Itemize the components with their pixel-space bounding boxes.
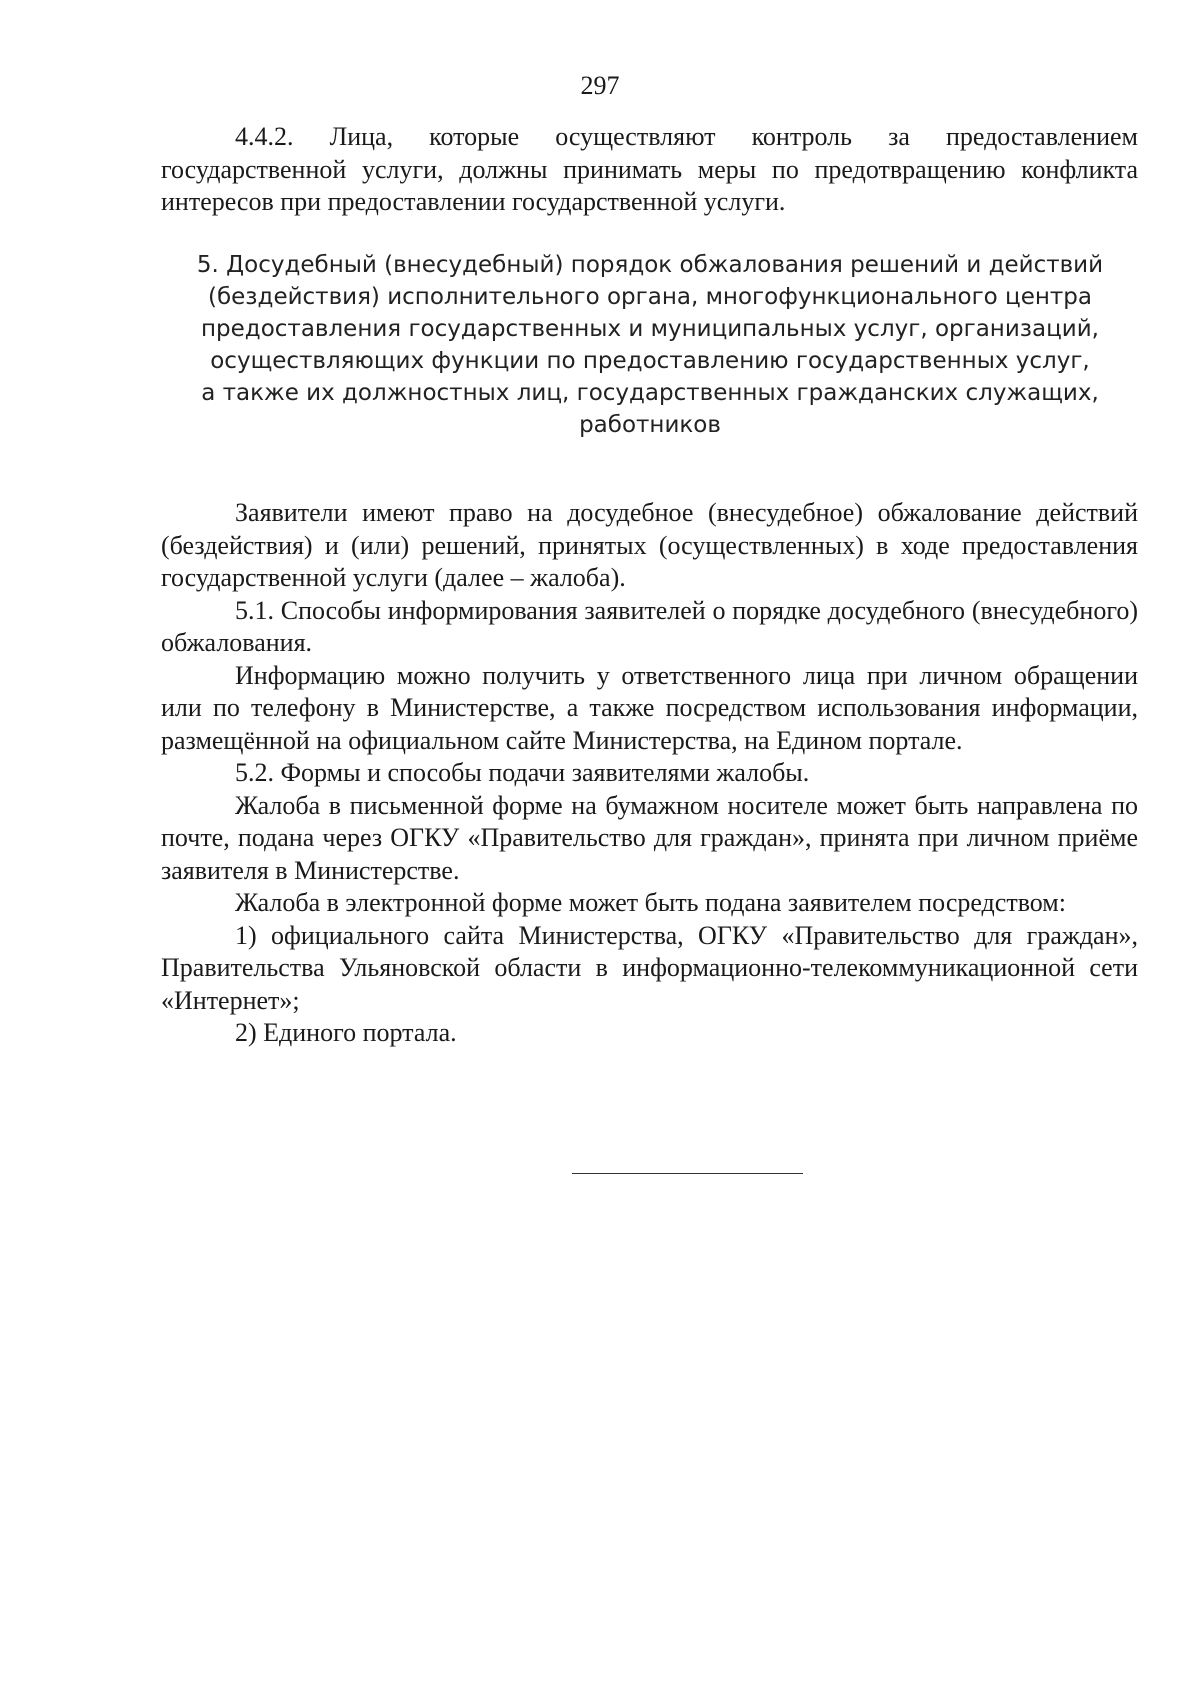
heading-line: работников <box>579 412 721 438</box>
list-item-1: 1) официального сайта Министерства, ОГКУ «Правительство для граждан», Правительства Ульяновской области в информационно-телекоммуникационной сети «Интернет»; <box>161 920 1138 1015</box>
section-5-text <box>161 497 1138 1050</box>
paragraph-paper-complaint: Жалоба в письменной форме на бумажном носителе может быть направлена по почте, подана через ОГКУ «Правительство для граждан», принята при личном приёме заявителя в Министерстве. <box>161 790 1138 885</box>
paragraph-electronic-complaint: Жалоба в электронной форме может быть подана заявителем посредством: <box>235 888 1066 917</box>
heading-line: осуществляющих функции по предоставлению государственных услуг, <box>210 348 1090 374</box>
heading-line: предоставления государственных и муниципальных услуг, организаций, <box>201 316 1099 342</box>
heading-line: а также их должностных лиц, государственных гражданских служащих, <box>201 380 1099 406</box>
list-item-2: 2) Единого портала. <box>235 1018 457 1047</box>
paragraph-information: Информацию можно получить у ответственного лица при личном обращении или по телефону в Министерстве, а также посредством использования информации, размещённой на официальном сайте Министерства, на Едином портале. <box>161 660 1138 755</box>
paragraph-4-4-2: 4.4.2. Лица, которые осуществляют контроль за предоставлением государственной услуги, должны принимать меры по предотвращению конфликта интересов при предоставлении государственной услуги. <box>161 122 1138 216</box>
section-5-heading <box>175 249 1125 441</box>
paragraph-applicants-right: Заявители имеют право на досудебное (внесудебное) обжалование действий (бездействия) и (или) решений, принятых (осуществленных) в ходе предоставления государственной услуги (далее – жалоба). <box>161 498 1138 592</box>
heading-line: (бездействия) исполнительного органа, многофункционального центра <box>208 284 1092 310</box>
paragraph-5-1: 5.1. Способы информирования заявителей о порядке досудебного (внесудебного) обжалования. <box>161 595 1138 657</box>
paragraph-5-2: 5.2. Формы и способы подачи заявителями жалобы. <box>235 758 810 787</box>
page-number: 297 <box>580 71 620 100</box>
section-4-text <box>161 121 1138 219</box>
end-of-document-rule <box>572 1173 803 1174</box>
heading-line: 5. Досудебный (внесудебный) порядок обжалования решений и действий <box>196 252 1104 278</box>
